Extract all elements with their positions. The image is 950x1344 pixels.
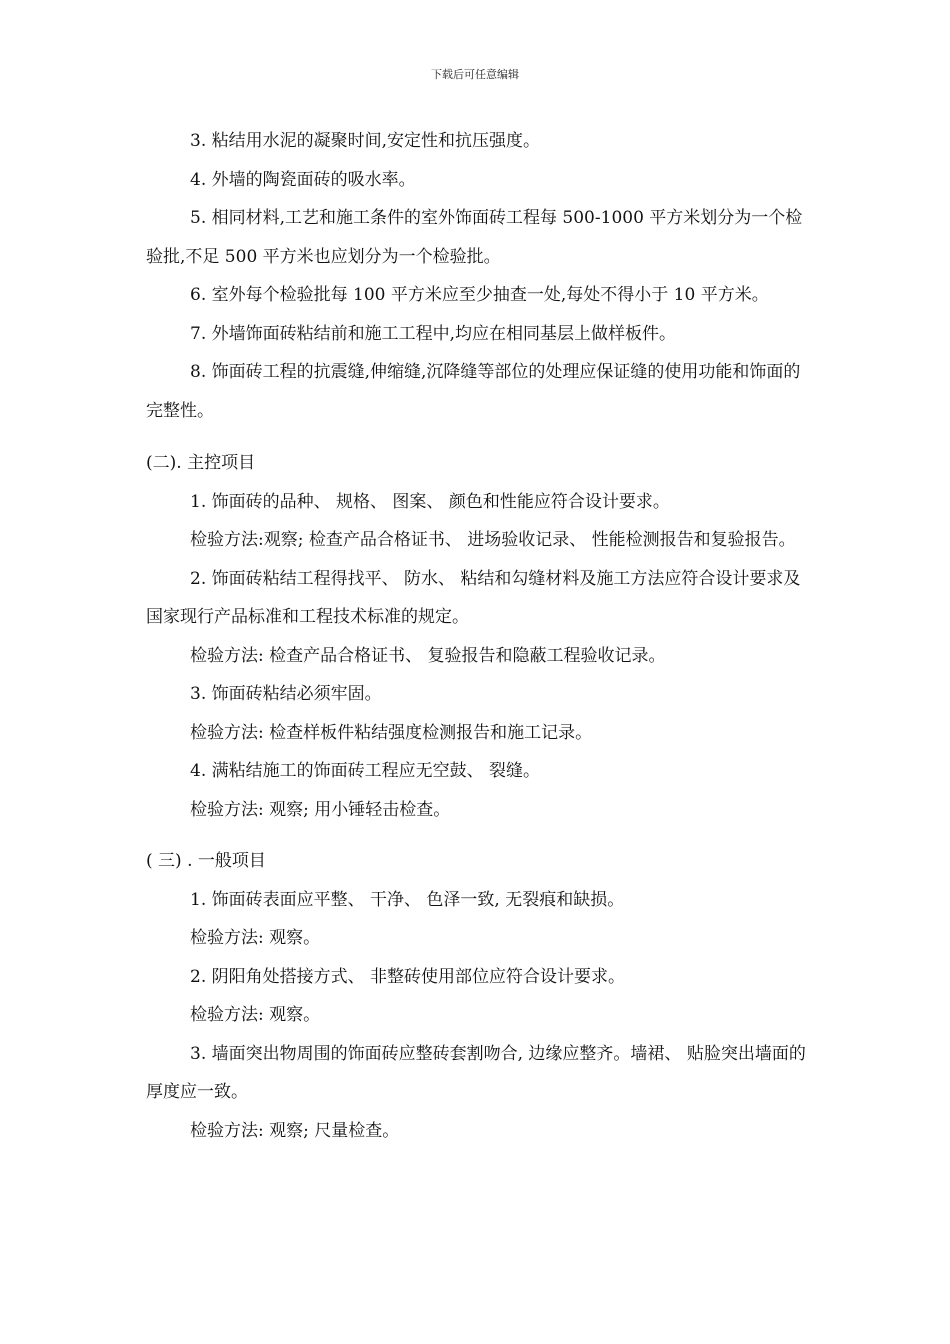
document-body bbox=[146, 122, 810, 1150]
section-heading: ( 三) . 一般项目 bbox=[146, 851, 266, 871]
paragraph: 检验方法: 检查产品合格证书、 复验报告和隐蔽工程验收记录。 bbox=[190, 645, 666, 666]
paragraph: 7. 外墙饰面砖粘结前和施工工程中,均应在相同基层上做样板件。 bbox=[190, 323, 677, 344]
page-header: 下载后可任意编辑 bbox=[431, 68, 519, 81]
paragraph: 8. 饰面砖工程的抗震缝,伸缩缝,沉降缝等部位的处理应保证缝的使用功能和饰面的完整性。 bbox=[146, 362, 801, 421]
section-heading: (二). 主控项目 bbox=[146, 453, 256, 473]
paragraph: 3. 粘结用水泥的凝聚时间,安定性和抗压强度。 bbox=[190, 131, 541, 151]
paragraph: 检验方法:观察; 检查产品合格证书、 进场验收记录、 性能检测报告和复验报告。 bbox=[190, 530, 796, 550]
paragraph: 2. 饰面砖粘结工程得找平、 防水、 粘结和勾缝材料及施工方法应符合设计要求及国家现行产品标准和工程技术标准的规定。 bbox=[146, 568, 801, 627]
paragraph: 检验方法: 观察。 bbox=[190, 1005, 321, 1025]
paragraph: 3. 墙面突出物周围的饰面砖应整砖套割吻合, 边缘应整齐。墙裙、 贴脸突出墙面的厚度应一致。 bbox=[146, 1043, 806, 1102]
paragraph: 2. 阴阳角处搭接方式、 非整砖使用部位应符合设计要求。 bbox=[190, 966, 626, 987]
paragraph: 4. 外墙的陶瓷面砖的吸水率。 bbox=[190, 169, 416, 190]
paragraph: 3. 饰面砖粘结必须牢固。 bbox=[190, 684, 382, 704]
paragraph: 检验方法: 观察; 用小锤轻击检查。 bbox=[190, 799, 451, 820]
paragraph: 4. 满粘结施工的饰面砖工程应无空鼓、 裂缝。 bbox=[190, 761, 541, 781]
paragraph: 1. 饰面砖的品种、 规格、 图案、 颜色和性能应符合设计要求。 bbox=[190, 491, 670, 512]
paragraph: 检验方法: 检查样板件粘结强度检测报告和施工记录。 bbox=[190, 722, 593, 743]
paragraph: 1. 饰面砖表面应平整、 干净、 色泽一致, 无裂痕和缺损。 bbox=[190, 889, 625, 910]
paragraph: 检验方法: 观察; 尺量检查。 bbox=[190, 1120, 400, 1141]
paragraph: 检验方法: 观察。 bbox=[190, 928, 321, 948]
paragraph: 5. 相同材料,工艺和施工条件的室外饰面砖工程每 500-1000 平方米划分为一个检验批,不足 500 平方米也应划分为一个检验批。 bbox=[146, 208, 803, 267]
paragraph: 6. 室外每个检验批每 100 平方米应至少抽查一处,每处不得小于 10 平方米。 bbox=[190, 285, 769, 305]
